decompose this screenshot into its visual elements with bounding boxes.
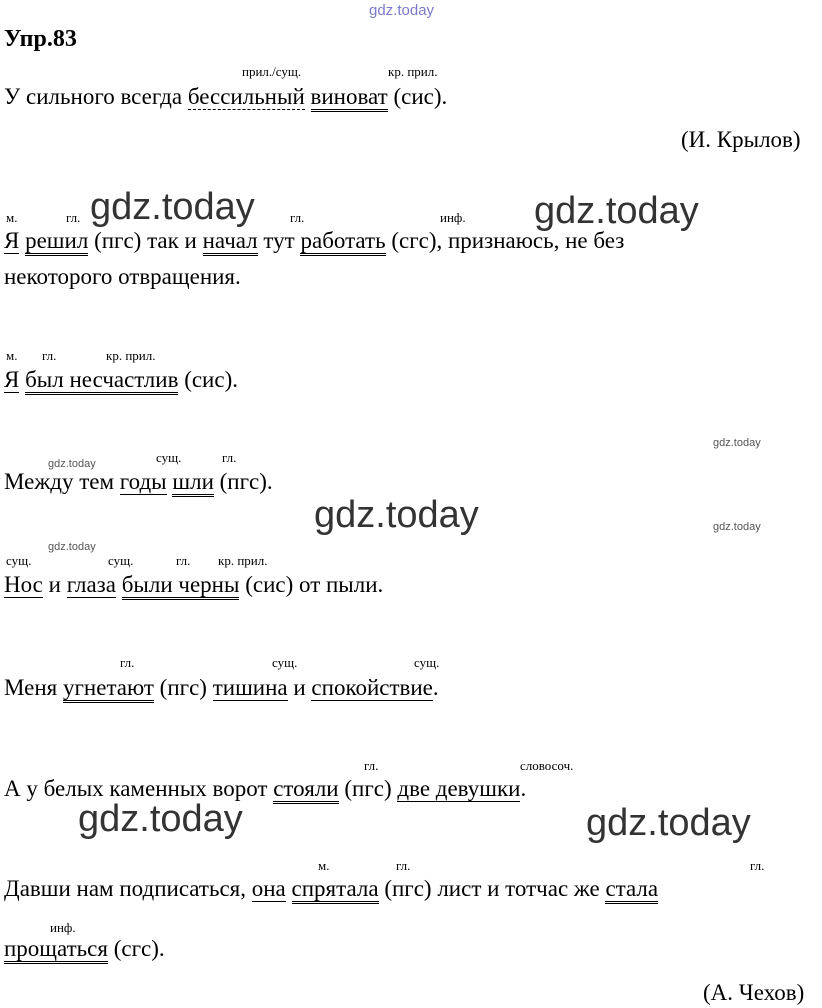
grammar-label: сущ. bbox=[108, 553, 134, 568]
word-stoyali: стояли bbox=[273, 776, 338, 804]
grammar-label: гл. bbox=[42, 348, 57, 363]
word-rabotat: работать bbox=[300, 228, 385, 256]
watermark-big: gdz.today bbox=[534, 190, 699, 232]
word-gody: годы bbox=[119, 469, 167, 494]
author-krylov: (И. Крылов) bbox=[681, 127, 801, 152]
word-reshil: решил bbox=[25, 228, 88, 256]
sentence-2: Я решил (пгс) так и начал тут работать (сгс), признаюсь, не без bbox=[4, 228, 822, 254]
word-ya: Я bbox=[4, 228, 20, 253]
word-dve-devushki: две девушки bbox=[397, 776, 521, 801]
watermark-big: gdz.today bbox=[586, 802, 751, 844]
watermark-small: gdz.today bbox=[48, 458, 96, 470]
word-tishina: тишина bbox=[212, 675, 288, 700]
grammar-label: сущ. bbox=[156, 450, 182, 465]
grammar-label: м. bbox=[6, 348, 18, 363]
watermark-small: gdz.today bbox=[713, 521, 761, 533]
sentence-3: Я был несчастлив (сис). bbox=[4, 367, 238, 393]
grammar-label: гл. bbox=[396, 858, 411, 873]
watermark-top: gdz.today bbox=[369, 2, 435, 19]
watermark-big: gdz.today bbox=[314, 494, 479, 536]
sentence-4: Между тем годы шли (пгс). bbox=[4, 469, 273, 495]
word-glaza: глаза bbox=[66, 572, 116, 597]
grammar-label: инф. bbox=[50, 920, 76, 935]
word-spokoystvie: спокойствие bbox=[311, 675, 433, 700]
sentence-2-line-2: некоторого отвращения. bbox=[4, 264, 241, 289]
grammar-label: кр. прил. bbox=[388, 64, 438, 79]
grammar-label: гл. bbox=[120, 655, 135, 670]
word-spryatala: спрятала bbox=[292, 876, 379, 904]
word-proshchatsya: прощаться bbox=[4, 936, 108, 964]
sentence-8: Давши нам подписаться, она спрятала (пгс) лист и тотчас же стала bbox=[4, 876, 658, 902]
grammar-label: м. bbox=[6, 210, 18, 225]
grammar-label: сущ. bbox=[6, 553, 32, 568]
word-vinovat: виноват bbox=[311, 84, 388, 112]
watermark-small: gdz.today bbox=[48, 541, 96, 553]
word-nachal: начал bbox=[203, 228, 258, 256]
word-byli-cherny: были черны bbox=[122, 572, 240, 600]
grammar-label: гл. bbox=[290, 210, 305, 225]
exercise-title: Упр.83 bbox=[4, 26, 77, 52]
word-stala: стала bbox=[605, 876, 658, 904]
grammar-label: гл. bbox=[222, 450, 237, 465]
grammar-label: инф. bbox=[440, 210, 466, 225]
grammar-label: гл. bbox=[176, 553, 191, 568]
word-byl-neschastliv: был несчастлив bbox=[25, 367, 178, 395]
sentence-8-line-2: прощаться (сгс). bbox=[4, 936, 165, 962]
word-nos: Нос bbox=[4, 572, 43, 597]
sentence-6: Меня угнетают (пгс) тишина и спокойствие. bbox=[4, 675, 439, 701]
sentence-1: У сильного всегда бессильный виноват (сис). bbox=[4, 84, 447, 110]
grammar-label: прил./сущ. bbox=[242, 64, 302, 79]
word-ugnetayut: угнетают bbox=[63, 675, 154, 703]
word-shli: шли bbox=[172, 469, 214, 497]
grammar-label: гл. bbox=[750, 858, 765, 873]
grammar-label: кр. прил. bbox=[106, 348, 156, 363]
watermark-small: gdz.today bbox=[713, 437, 761, 449]
sentence-7: А у белых каменных ворот стояли (пгс) две девушки. bbox=[4, 776, 526, 802]
grammar-label: кр. прил. bbox=[218, 553, 268, 568]
author-chekhov: (А. Чехов) bbox=[703, 980, 805, 1005]
sentence-5: Нос и глаза были черны (сис) от пыли. bbox=[4, 572, 383, 598]
grammar-label: сущ. bbox=[414, 655, 440, 670]
grammar-label: сущ. bbox=[272, 655, 298, 670]
watermark-big: gdz.today bbox=[78, 798, 243, 840]
watermark-big: gdz.today bbox=[90, 186, 255, 228]
word-bessilny: бессильный bbox=[187, 84, 305, 109]
grammar-label: словосоч. bbox=[520, 758, 574, 773]
word-ona: она bbox=[251, 876, 286, 901]
grammar-label: гл. bbox=[364, 758, 379, 773]
grammar-label: м. bbox=[318, 858, 330, 873]
grammar-label: гл. bbox=[66, 210, 81, 225]
word-ya: Я bbox=[4, 367, 20, 392]
